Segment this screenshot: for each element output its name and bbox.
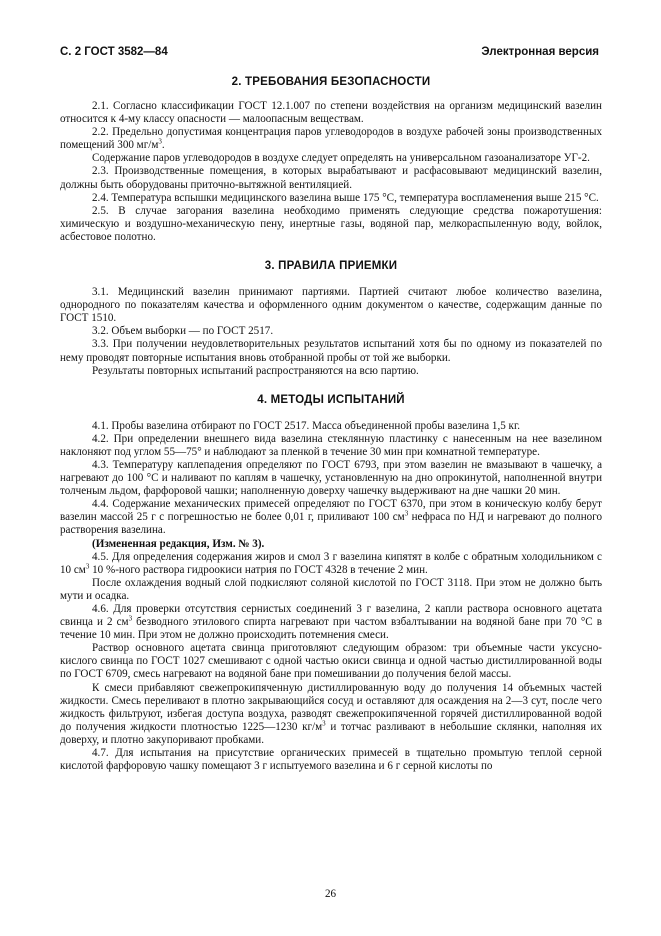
paragraph-3-3: 3.3. При получении неудовлетворительных результатов испытаний хотя бы по одному из показателей по нему проводят повторные испытания вновь отобранной пробы от той же выборки. — [60, 338, 602, 364]
paragraph-2-5: 2.5. В случае загорания вазелина необходимо применять следующие средства пожаротушения: химическую и воздушно-механическую пену, инертные газы, водяной пар, мелкораспыленную воду, войлок, асбестовое полотно. — [60, 204, 602, 243]
paragraph-2-4: 2.4. Температура вспышки медицинского вазелина выше 175 °С, температура воспламенения выше 215 °С. — [92, 191, 599, 204]
paragraph-4-6-mixture: К смеси прибавляют свежепрокипяченную дистиллированную воду до получения 14 объемных частей жидкости. Смесь переливают в плотно закрывающийся сосуд и оставляют для осаждения на 2—3 сут, после чего жидкость фильтруют, избегая доступа воздуха, разводят свежепрокипяченной горячей дистиллированной водой до получения жидкости плотностью 1225—1230 $кг/м^3$ и тотчас разливают в небольшие склянки, наполняя их доверху, и плотно закупоривают пробками. — [60, 681, 602, 746]
paragraph-4-4: 4.4. Содержание механических примесей определяют по ГОСТ 6370, при этом в коническую колбу берут вазелин массой 25 г с погрешностью не более 0,01 г, приливают 100 $см^3$ нефраса по НД и нагревают до полного растворения вазелина. — [60, 498, 602, 537]
paragraph-4-6: 4.6. Для проверки отсутствия сернистых соединений 3 г вазелина, 2 капли раствора основного ацетата свинца и 2 $см^3$ безводного этилового спирта нагревают при частом взбалтывании на водяной бане при 70 °С в течение 10 мин. При этом не должно происходить потемнения смеси. — [60, 603, 602, 642]
section-2-title: 2. ТРЕБОВАНИЯ БЕЗОПАСНОСТИ — [231, 76, 431, 88]
paragraph-4-5-note: После охлаждения водный слой подкисляют соляной кислотой по ГОСТ 3118. При этом не должно быть мути и осадка. — [60, 576, 602, 602]
paragraph-4-3: 4.3. Температуру каплепадения определяют по ГОСТ 6793, при этом вазелин не вмазывают в чашечку, а нагревают до 100 °С и наливают по каплям в чашечку, установленную на дно опрокинутой, наполненной внутри толченым льдом, фарфоровой чашки; наполненную доверху чашечку выдерживают на дне чашки 20 мин. — [60, 458, 602, 498]
paragraph-2-1: 2.1. Согласно классификации ГОСТ 12.1.007 по степени воздействия на организм медицинский вазелин относится к 4-му классу опасности — малоопасным веществам. — [60, 100, 602, 126]
paragraph-4-1: 4.1. Пробы вазелина отбирают по ГОСТ 2517. Масса объединенной пробы вазелина 1,5 кг. — [92, 419, 521, 432]
paragraph-4-5: 4.5. Для определения содержания жиров и смол 3 г вазелина кипятят в колбе с обратным холодильником с 10 $см^3$ 10 %-ного раствора гидроокиси натрия по ГОСТ 4328 в течение 2 мин. — [60, 550, 602, 576]
amendment-note: (Измененная редакция, Изм. № 3). — [92, 537, 265, 550]
header-doc-id: С. 2 ГОСТ 3582—84 — [60, 46, 168, 58]
section-3-title: 3. ПРАВИЛА ПРИЕМКИ — [264, 260, 398, 273]
paragraph-2-2: 2.2. Предельно допустимая концентрация паров углеводородов в воздухе рабочей зоны производственных помещений 300 $мг/м^3$. — [60, 126, 602, 152]
paragraph-4-7: 4.7. Для испытания на присутствие органических примесей в тщательно промытую теплой серной кислотой фарфоровую чашку помещают 3 г испытуемого вазелина и 6 г серной кислоты по — [60, 747, 602, 773]
paragraph-4-6-solution: Раствор основного ацетата свинца приготовляют следующим образом: три объемные части уксусно-кислого свинца по ГОСТ 1027 смешивают с одной частью окиси свинца и одной частью дистиллированной воды по ГОСТ 6709, смесь нагревают на водяной бане при помешивании до получения белой массы. — [60, 642, 602, 681]
paragraph-2-2-note: Содержание паров углеводородов в воздухе следует определять на универсальном газоанализаторе УГ-2. — [92, 152, 590, 165]
paragraph-2-3: 2.3. Производственные помещения, в которых вырабатывают и расфасовывают медицинский вазелин, должны быть оборудованы приточно-вытяжной вентиляцией. — [60, 165, 602, 191]
header-version: Электронная версия — [481, 46, 599, 58]
paragraph-3-3-note: Результаты повторных испытаний распространяются на всю партию. — [92, 364, 419, 377]
paragraph-3-2: 3.2. Объем выборки — по ГОСТ 2517. — [92, 325, 274, 338]
section-4-title: 4. МЕТОДЫ ИСПЫТАНИЙ — [257, 393, 405, 406]
paragraph-4-2: 4.2. При определении внешнего вида вазелина стеклянную пластинку с нанесенным на нее вазелином наклоняют под углом 55—75° и наблюдают за пленкой в течение 30 мин при комнатной температуре. — [60, 432, 602, 458]
page-number: 26 — [324, 888, 337, 900]
paragraph-3-1: 3.1. Медицинский вазелин принимают партиями. Партией считают любое количество вазелина, однородного по показателям качества и оформленного одним документом о качестве, содержащим данные по ГОСТ 1510. — [60, 286, 602, 325]
document-body — [60, 76, 602, 773]
